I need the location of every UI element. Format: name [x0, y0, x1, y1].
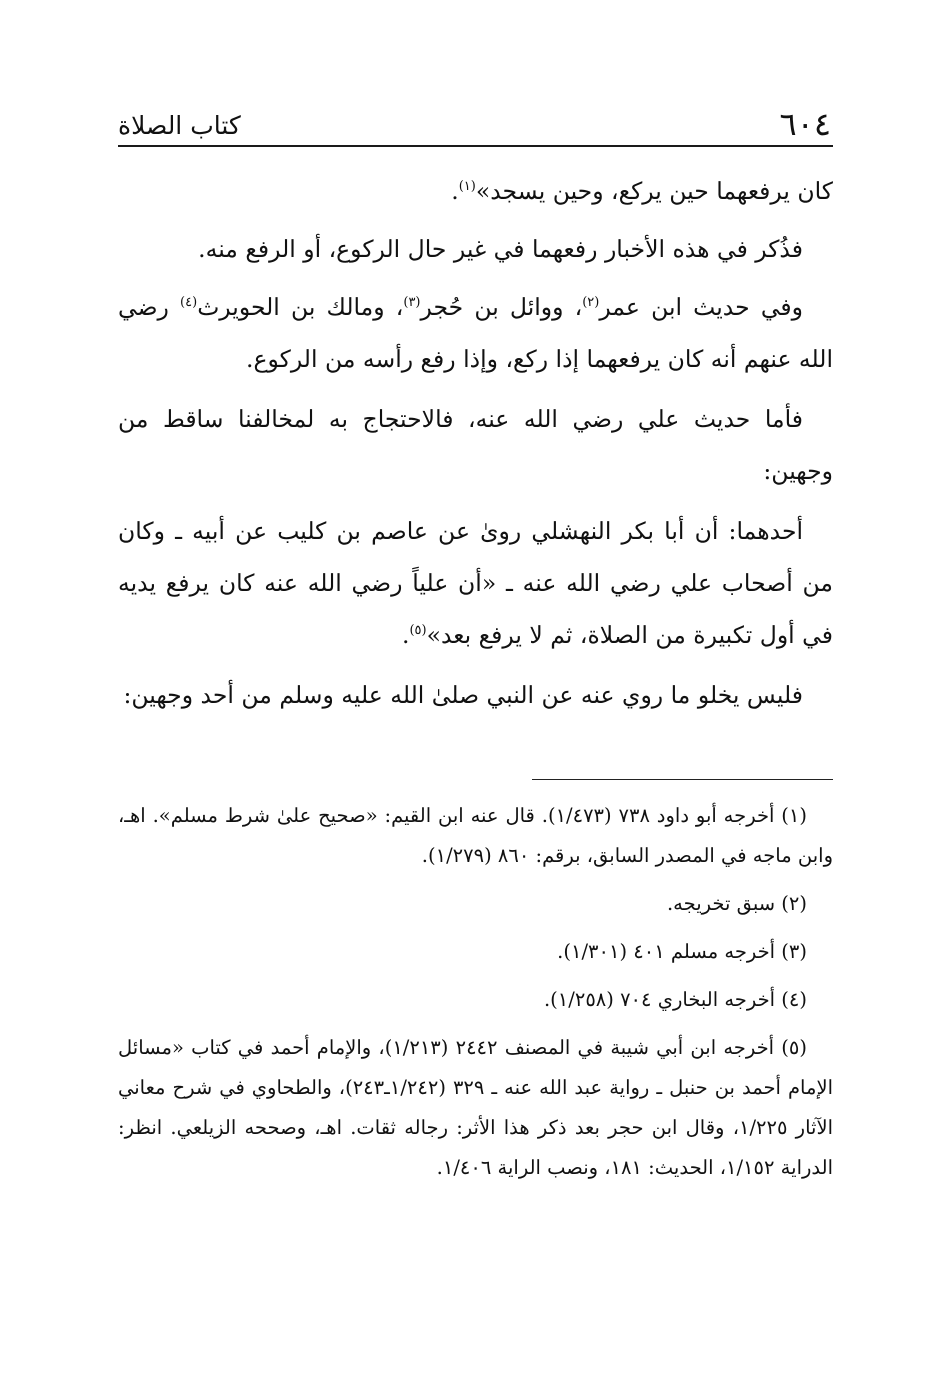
paragraph-5: أحدهما: أن أبا بكر النهشلي روىٰ عن عاصم بن كليب عن أبيه ـ وكان من أصحاب علي رضي الله عنه ـ «أن علياً رضي الله عنه كان يرفع يديه في أول تكبيرة من الصلاة، ثم لا يرفع بعد»$^{(٥)}$. [118, 517, 833, 649]
paragraph-2: فذُكر في هذه الأخبار رفعهما في غير حال الركوع، أو الرفع منه. [198, 235, 803, 263]
header-rule [118, 145, 833, 147]
footnote-ref-2: (٢) [582, 295, 600, 311]
footnote-ref-1: (١) [458, 179, 476, 195]
footnote-ref-3: (٣) [403, 295, 421, 311]
footnote-rule [532, 779, 833, 780]
footnote-4: (٤) أخرجه البخاري ٧٠٤ (١/٢٥٨). [543, 988, 807, 1011]
footnote-3: (٣) أخرجه مسلم ٤٠١ (١/٣٠١). [557, 940, 807, 963]
footnote-ref-4: (٤) [180, 295, 198, 311]
running-header [118, 100, 831, 144]
book-title: كتاب الصلاة [118, 111, 241, 140]
footnote-5: (٥) أخرجه ابن أبي شيبة في المصنف ٢٤٤٢ (١/٢١٣)، والإمام أحمد في كتاب «مسائل الإمام أحمد بن حنبل ـ رواية عبد الله عنه ـ ٣٢٩ (١/٢٤٢ـ٢٤٣)، والطحاوي في شرح معاني الآثار ١/٢٢٥، وقال ابن حجر بعد ذكر هذا الأثر: رجاله ثقات. اهـ، وصححه الزيلعي. انظر: الدراية ١/١٥٢، الحديث: ١٨١، ونصب الراية ١/٤٠٦. [118, 1036, 833, 1179]
footnote-ref-5: (٥) [409, 623, 427, 639]
paragraph-3: وفي حديث ابن عمر$^{(٢)}$، ووائل بن حُجر$^{(٣)}$، ومالك بن الحويرث$^{(٤)}$ رضي الله عنهم أنه كان يرفعهما إذا ركع، وإذا رفع رأسه من الركوع. [118, 293, 833, 373]
footnote-1: (١) أخرجه أبو داود ٧٣٨ (١/٤٧٣). قال عنه ابن القيم: «صحيح علىٰ شرط مسلم». اهـ، وابن ماجه في المصدر السابق، برقم: ٨٦٠ (١/٢٧٩). [118, 804, 833, 867]
paragraph-1: كان يرفعهما حين يركع، وحين يسجد»$^{(١)}$. [451, 177, 833, 205]
main-text [118, 165, 833, 729]
paragraph-6: فليس يخلو ما روي عنه عن النبي صلىٰ الله عليه وسلم من أحد وجهين: [123, 681, 803, 709]
footnotes [118, 796, 833, 1196]
footnote-2: (٢) سبق تخريجه. [666, 892, 807, 915]
page-number: ٦٠٤ [779, 105, 831, 143]
paragraph-4: فأما حديث علي رضي الله عنه، فالاحتجاج به لمخالفنا ساقط من وجهين: [118, 405, 833, 485]
